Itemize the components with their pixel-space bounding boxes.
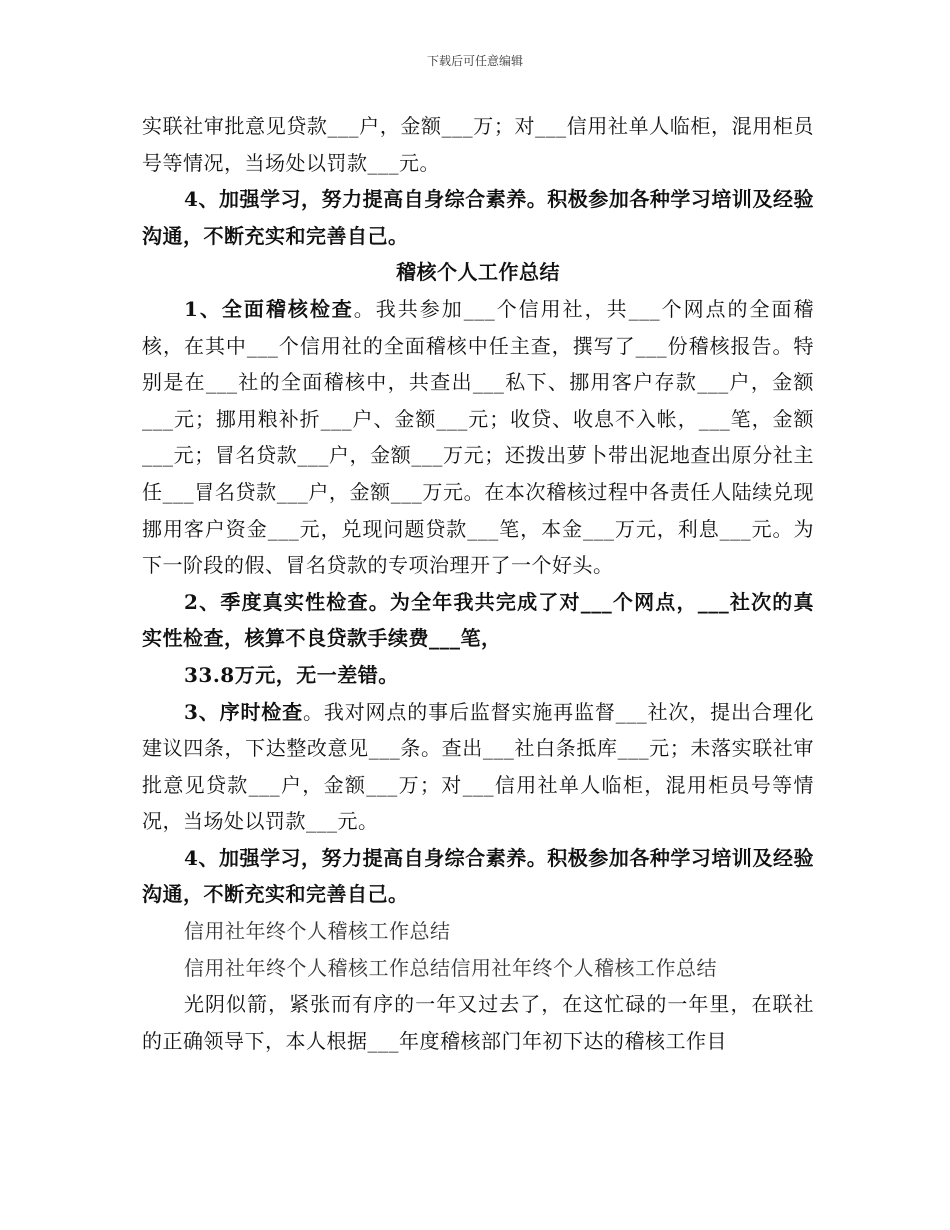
page-header-note: 下载后可任意编辑 xyxy=(426,54,523,68)
paragraph-intro: 光阴似箭，紧张而有序的一年又过去了，在这忙碌的一年里，在联社的正确领导下，本人根据___年度稽核部门年初下达的稽核工作目 xyxy=(142,992,814,1053)
paragraph-study-2: 4、加强学习，努力提高自身综合素养。积极参加各种学习培训及经验沟通，不断充实和完善自己。 xyxy=(142,845,814,907)
section-title-2: 信用社年终个人稽核工作总结 xyxy=(184,919,451,944)
paragraph-full-audit-body: 。我共参加___个信用社，共___个网点的全面稽核，在其中___个信用社的全面稽核中任主查，撰写了___份稽核报告。特别是在___社的全面稽核中，共查出___私下、挪用客户存款___户，金额___元；挪用粮补折___户、金额___元；收贷、收息不入帐，___笔，金额___元；冒名贷款___户，金额___万元；还拨出萝卜带出泥地查出原分社主任___冒名贷款___户，金额___万元。在本次稽核过程中各责任人陆续兑现挪用客户资金___元，兑现问题贷款___笔，本金___万元，利息___元。为下一阶段的假、冒名贷款的专项治理开了一个好头。 xyxy=(142,296,814,578)
paragraph-full-audit xyxy=(142,291,814,584)
paragraph-study: 4、加强学习，努力提高自身综合素养。积极参加各种学习培训及经验沟通，不断充实和完善自己。 xyxy=(142,187,814,248)
paragraph-full-audit-heading: 1、全面稽核检查 xyxy=(184,296,354,321)
document-body xyxy=(142,108,814,1059)
paragraph-sequential-check xyxy=(142,694,814,840)
paragraph-sequential-check-body: 。我对网点的事后监督实施再监督___社次，提出合理化建议四条，下达整改意见___条。查出___社白条抵库___元；未落实联社审批意见贷款___户，金额___万；对___信用社单人临柜，混用柜员号等情况，当场处以罚款___元。 xyxy=(142,699,815,834)
section-title: 稽核个人工作总结 xyxy=(396,260,560,285)
paragraph-amount: 33.8万元，无一差错。 xyxy=(184,662,399,687)
paragraph-repeated-title: 信用社年终个人稽核工作总结信用社年终个人稽核工作总结 xyxy=(184,955,717,980)
paragraph-sequential-check-heading: 3、序时检查 xyxy=(184,699,304,724)
paragraph-quarterly-check: 2、季度真实性检查。为全年我共完成了对___个网点，___社次的真实性检查，核算不良贷款手续费___笔， xyxy=(142,589,814,651)
paragraph-continuation: 实联社审批意见贷款___户，金额___万；对___信用社单人临柜，混用柜员号等情况，当场处以罚款___元。 xyxy=(142,114,814,175)
